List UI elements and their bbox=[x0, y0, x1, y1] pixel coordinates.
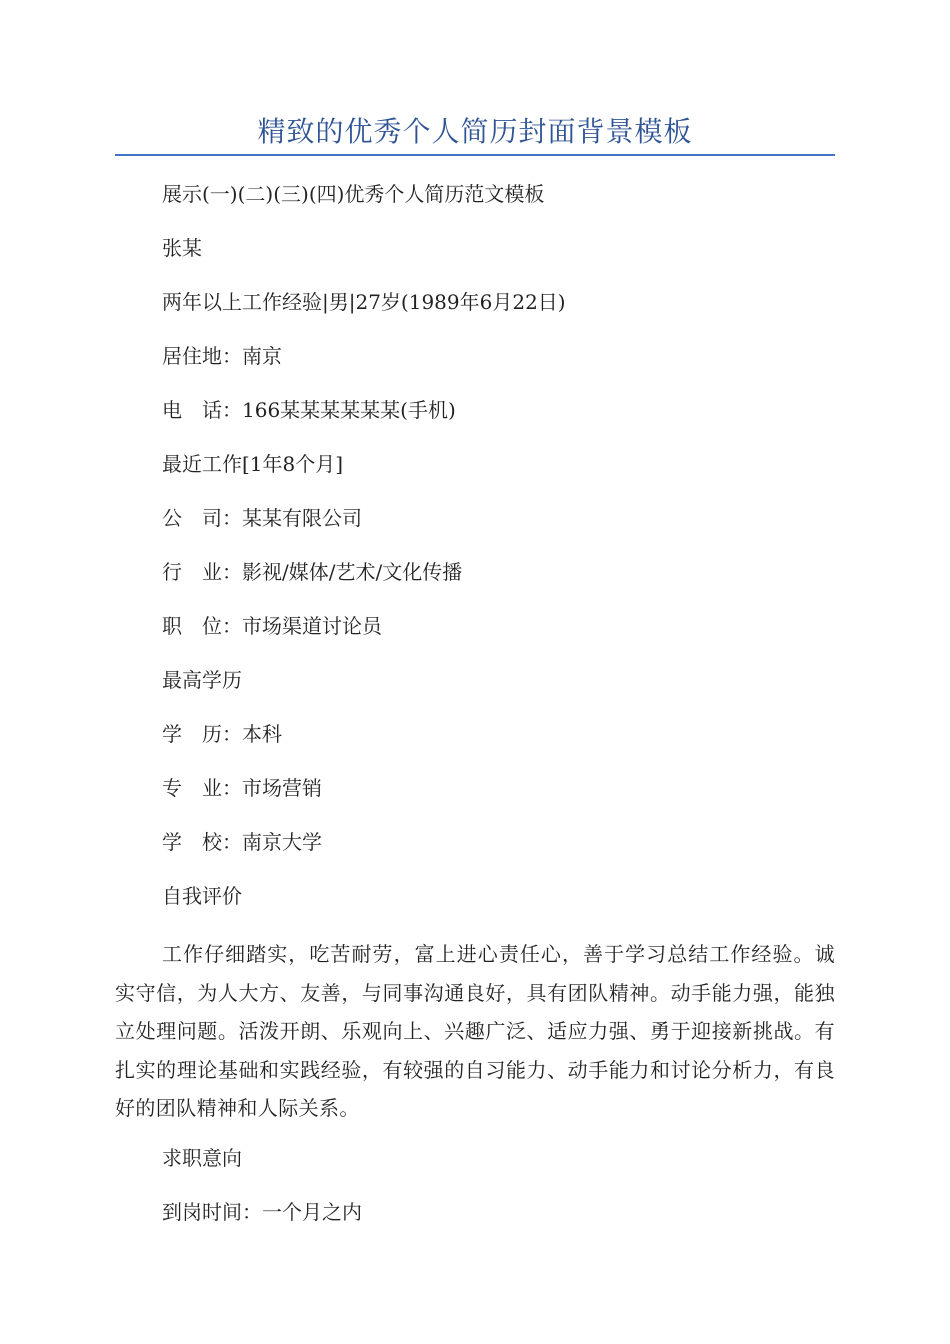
self-evaluation-heading: 自我评价 bbox=[162, 884, 242, 908]
experience-summary: 两年以上工作经验|男|27岁(1989年6月22日) bbox=[162, 290, 566, 314]
recent-work-heading: 最近工作[1年8个月] bbox=[162, 452, 344, 476]
degree-line: 学 历：本科 bbox=[162, 722, 282, 746]
document-title: 精致的优秀个人简历封面背景模板 bbox=[257, 115, 693, 148]
position-line: 职 位：市场渠道讨论员 bbox=[162, 614, 382, 638]
template-intro-line: 展示(一)(二)(三)(四)优秀个人简历范文模板 bbox=[162, 182, 545, 206]
residence-line: 居住地：南京 bbox=[162, 344, 282, 368]
major-line: 专 业：市场营销 bbox=[162, 776, 322, 800]
phone-line: 电 话：166某某某某某某(手机) bbox=[162, 398, 456, 422]
self-evaluation-paragraph: 工作仔细踏实，吃苦耐劳，富上进心责任心，善于学习总结工作经验。诚实守信，为人大方、友善，与同事沟通良好，具有团队精神。动手能力强，能独立处理问题。活泼开朗、乐观向上、兴趣广泛、适应力强、勇于迎接新挑战。有扎实的理论基础和实践经验，有较强的自习能力、动手能力和讨论分析力，有良好的团队精神和人际关系。 bbox=[115, 942, 835, 1120]
title-underline bbox=[115, 154, 835, 156]
education-heading: 最高学历 bbox=[162, 668, 242, 692]
candidate-name: 张某 bbox=[162, 236, 202, 260]
school-line: 学 校：南京大学 bbox=[162, 830, 322, 854]
industry-line: 行 业：影视/媒体/艺术/文化传播 bbox=[162, 560, 463, 584]
company-line: 公 司：某某有限公司 bbox=[162, 506, 362, 530]
arrival-time-line: 到岗时间：一个月之内 bbox=[162, 1200, 362, 1224]
job-intent-heading: 求职意向 bbox=[162, 1146, 242, 1170]
